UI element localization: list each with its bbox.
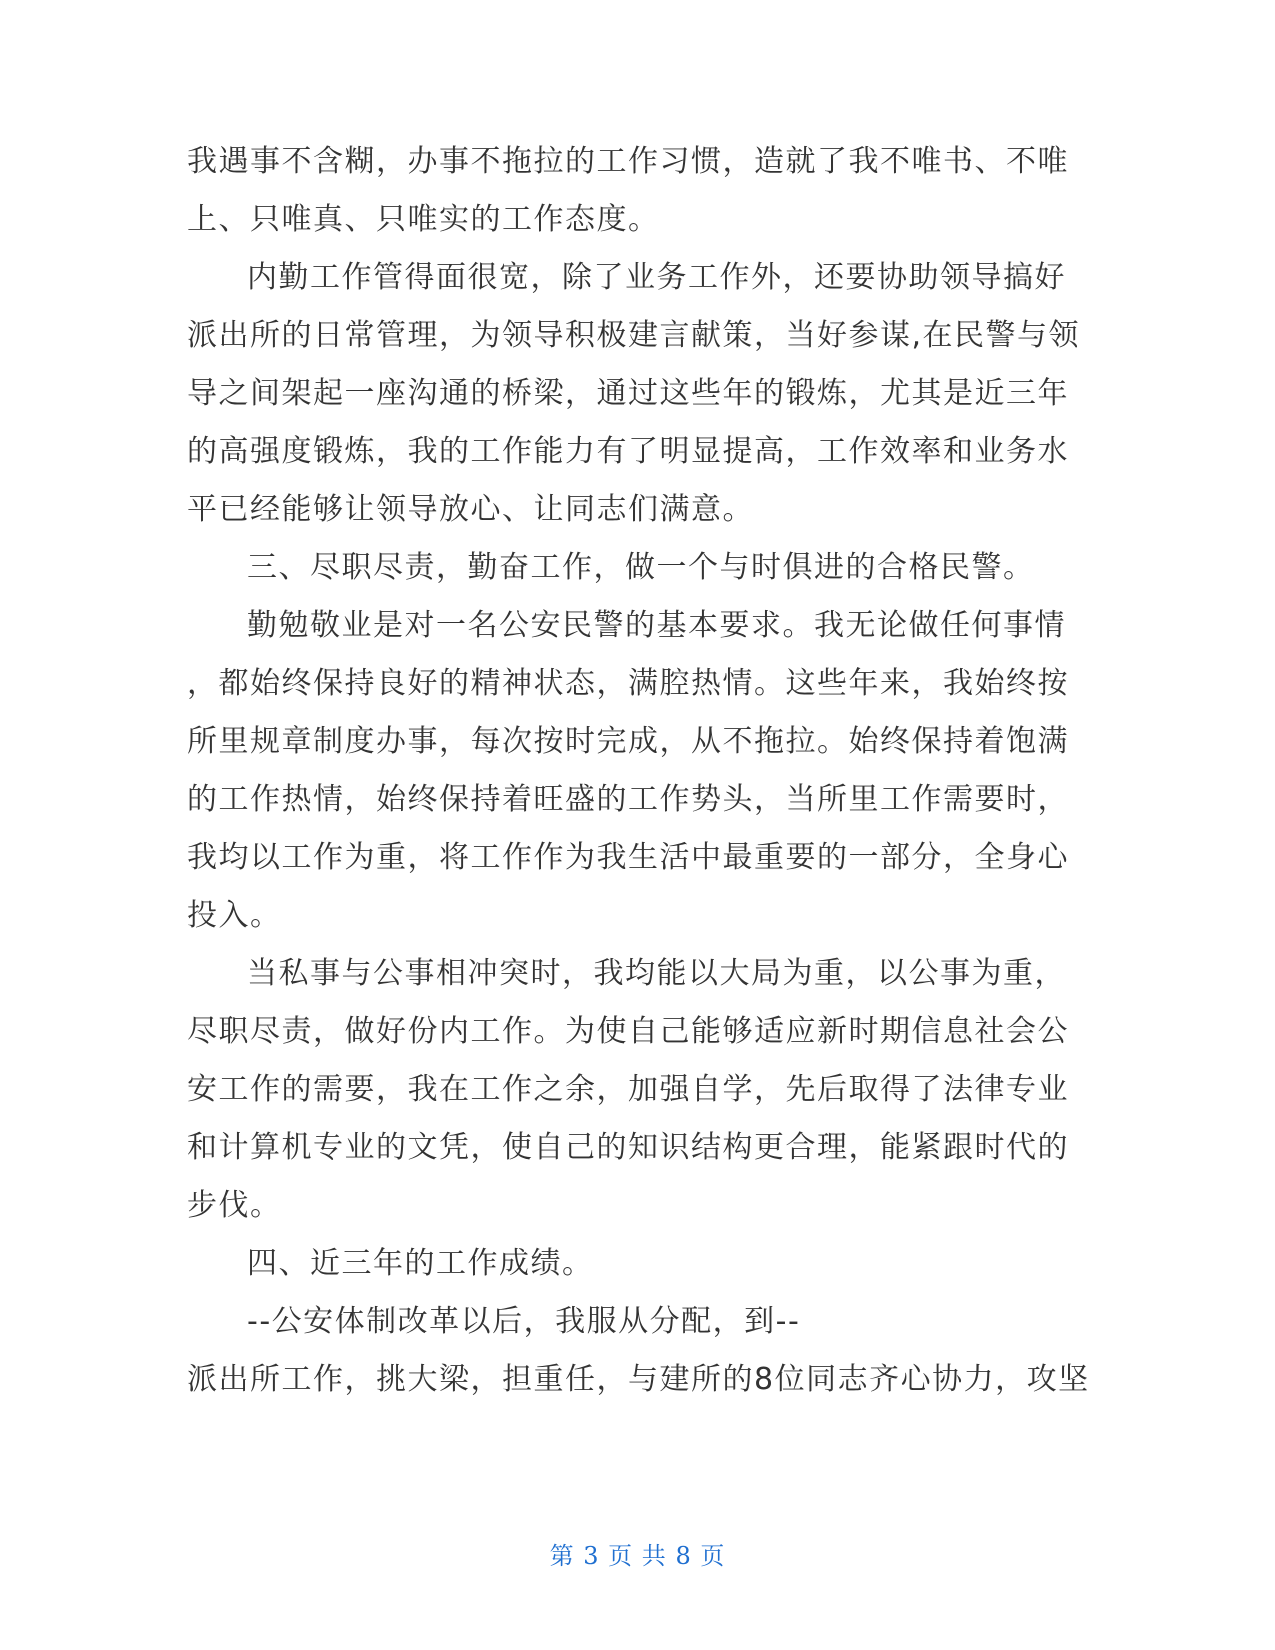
text-line: 所里规章制度办事，每次按时完成，从不拖拉。始终保持着饱满 xyxy=(187,724,1069,759)
text-line: 上、只唯真、只唯实的工作态度。 xyxy=(187,202,660,237)
text-line: --公安体制改革以后，我服从分配，到-- xyxy=(247,1304,801,1339)
text-line: 派出所的日常管理，为领导积极建言献策，当好参谋,在民警与领 xyxy=(187,318,1081,353)
section-heading: 三、尽职尽责，勤奋工作，做一个与时俱进的合格民警。 xyxy=(247,550,1035,585)
text-line: 投入。 xyxy=(187,898,282,933)
text-line: 的工作热情，始终保持着旺盛的工作势头，当所里工作需要时， xyxy=(187,782,1069,817)
text-line: ，都始终保持良好的精神状态，满腔热情。这些年来，我始终按 xyxy=(187,666,1069,701)
text-line: 我均以工作为重，将工作作为我生活中最重要的一部分，全身心 xyxy=(187,840,1069,875)
text-line: 内勤工作管得面很宽，除了业务工作外，还要协助领导搞好 xyxy=(247,260,1066,295)
text-line: 平已经能够让领导放心、让同志们满意。 xyxy=(187,492,754,527)
text-line: 当私事与公事相冲突时，我均能以大局为重，以公事为重， xyxy=(247,956,1066,991)
text-line: 安工作的需要，我在工作之余，加强自学，先后取得了法律专业 xyxy=(187,1072,1069,1107)
text-line: 尽职尽责，做好份内工作。为使自己能够适应新时期信息社会公 xyxy=(187,1014,1069,1049)
text-line: 派出所工作，挑大梁，担重任，与建所的8位同志齐心协力，攻坚 xyxy=(187,1362,1090,1397)
text-line: 和计算机专业的文凭，使自己的知识结构更合理，能紧跟时代的 xyxy=(187,1130,1069,1165)
text-line: 导之间架起一座沟通的桥梁，通过这些年的锻炼，尤其是近三年 xyxy=(187,376,1069,411)
text-line: 勤勉敬业是对一名公安民警的基本要求。我无论做任何事情 xyxy=(247,608,1066,643)
text-line: 的高强度锻炼，我的工作能力有了明显提高，工作效率和业务水 xyxy=(187,434,1069,469)
text-line: 我遇事不含糊，办事不拖拉的工作习惯，造就了我不唯书、不唯 xyxy=(187,144,1069,179)
section-heading: 四、近三年的工作成绩。 xyxy=(247,1246,594,1281)
text-line: 步伐。 xyxy=(187,1188,282,1223)
page-number-footer: 第 3 页 共 8 页 xyxy=(549,1542,726,1570)
